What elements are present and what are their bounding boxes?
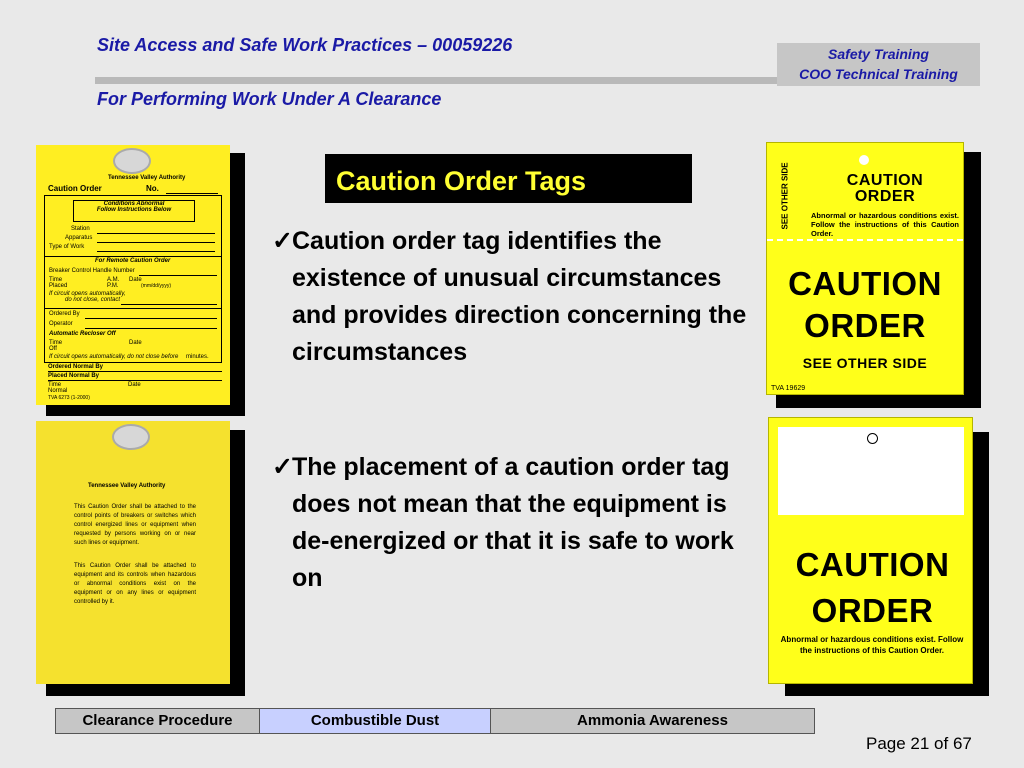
tag-back-authority: Tennessee Valley Authority bbox=[88, 483, 166, 489]
small-note: Abnormal or hazardous conditions exist. Follow the instructions of this Caution Order. bbox=[811, 211, 959, 238]
big-line2: ORDER bbox=[811, 592, 934, 629]
tag-caution-order-label: Caution Order bbox=[48, 184, 102, 193]
header-title: Site Access and Safe Work Practices – 00059226 bbox=[97, 35, 513, 55]
caution-order-tag-right-bottom bbox=[768, 417, 973, 684]
tag-ordered-normal: Ordered Normal By bbox=[48, 364, 104, 370]
tag-field-line bbox=[97, 251, 215, 252]
big-caution-order bbox=[771, 542, 974, 634]
tag-recloser-label: Automatic Recloser Off bbox=[49, 331, 116, 337]
tag-date-format: (mm/dd/yyyy) bbox=[141, 283, 171, 289]
tag-if-opens: If circuit opens automatically, bbox=[49, 291, 126, 297]
checkmark-icon: ✓ bbox=[272, 453, 293, 481]
tag-grommet-icon bbox=[113, 148, 151, 174]
tag-field-line bbox=[48, 380, 222, 381]
tag-conditions-line1: Conditions Abnormal bbox=[103, 201, 165, 207]
tag-back-paragraph2: This Caution Order shall be attached to equipment and its controls when hazardous or abnormal conditions exist on the equipment or on any lines or equipment controlled by it. bbox=[74, 563, 196, 605]
small-title bbox=[825, 173, 945, 205]
tag-form-number: TVA 6273 (1-2000) bbox=[48, 395, 90, 401]
header-badge bbox=[777, 43, 980, 86]
tag-time3-label: Time bbox=[48, 382, 62, 388]
tag-apparatus-label: Apparatus bbox=[65, 235, 93, 241]
big-line2: ORDER bbox=[804, 307, 926, 344]
tag-remote-heading: For Remote Caution Order bbox=[95, 258, 171, 264]
tag-placed-normal: Placed Normal By bbox=[48, 373, 100, 379]
tag-hole-icon bbox=[859, 155, 869, 165]
tag-ordered-by-label: Ordered By bbox=[49, 311, 80, 317]
tab-ammonia-awareness[interactable]: Ammonia Awareness bbox=[490, 708, 815, 734]
tag-field-line bbox=[48, 371, 222, 372]
tag-field-line bbox=[85, 318, 217, 319]
tag-field-line bbox=[139, 275, 217, 276]
see-other-side-vertical: SEE OTHER SIDE bbox=[780, 162, 790, 230]
tear-line bbox=[767, 239, 963, 241]
tab-clearance-procedure[interactable]: Clearance Procedure bbox=[55, 708, 260, 734]
tag-conditions-line2: Follow Instructions Below bbox=[96, 207, 172, 213]
caution-order-tag-right-top bbox=[766, 142, 964, 395]
tag-divider bbox=[45, 308, 221, 309]
caution-order-tag-back bbox=[36, 421, 230, 684]
tag-pm-label: P.M. bbox=[107, 283, 119, 289]
tag-time2-label: Time bbox=[49, 340, 63, 346]
tag-type-of-work-label: Type of Work bbox=[49, 244, 85, 250]
tag-field-line bbox=[85, 328, 217, 329]
slide-heading: Caution Order Tags bbox=[336, 166, 587, 196]
bullet-text: Caution order tag identifies the existence of unusual circumstances and provides direction concerning the circumstances bbox=[292, 227, 747, 366]
tag-number-label: No. bbox=[146, 184, 159, 193]
tag-number-line bbox=[166, 193, 218, 194]
tag-off-label: Off bbox=[49, 346, 57, 352]
tag-breaker-label: Breaker Control Handle Number bbox=[49, 268, 135, 274]
tag-blank-area bbox=[778, 427, 964, 515]
tag-date2-label: Date bbox=[129, 340, 142, 346]
tag-field-line bbox=[121, 304, 217, 305]
tag-operator-label: Operator bbox=[49, 321, 73, 327]
tag-do-not-close: do not close, contact bbox=[65, 297, 121, 303]
tag-hole-icon bbox=[867, 433, 878, 444]
bullet-text: The placement of a caution order tag does not mean that the equipment is de-energized or that it is safe to work on bbox=[292, 453, 734, 592]
tag-grommet-icon bbox=[112, 424, 150, 450]
tag-form-number: TVA 19629 bbox=[771, 385, 806, 392]
tag-time-label: Time bbox=[49, 277, 63, 283]
tag-conditions-box bbox=[73, 200, 195, 222]
tag-divider bbox=[45, 256, 221, 257]
tag-close-note: If circuit opens automatically, do not close before bbox=[49, 354, 179, 360]
see-other-side: SEE OTHER SIDE bbox=[802, 355, 928, 371]
small-title-line2: ORDER bbox=[854, 188, 916, 205]
tag-date3-label: Date bbox=[128, 382, 141, 388]
header-badge-line2: COO Technical Training bbox=[799, 66, 958, 82]
big-line1: CAUTION bbox=[795, 546, 950, 583]
page-number: Page 21 of 67 bbox=[866, 734, 972, 753]
side-text-wrap bbox=[777, 153, 791, 233]
header-subtitle: For Performing Work Under A Clearance bbox=[97, 89, 442, 109]
tag-am-label: A.M. bbox=[107, 277, 120, 283]
tag-minutes-label: minutes. bbox=[186, 354, 209, 360]
tag-field-line bbox=[97, 233, 215, 234]
tag-station-label: Station bbox=[71, 226, 90, 232]
tag-back-paragraph1: This Caution Order shall be attached to the control points of breakers or switches which control energized lines or equipment when requested by persons working on or near such lines or equipment. bbox=[74, 504, 196, 546]
tag-form-box bbox=[44, 195, 222, 363]
tag-date-label: Date bbox=[129, 277, 142, 283]
big-caution-order bbox=[767, 263, 963, 347]
header-badge-line1: Safety Training bbox=[828, 46, 929, 62]
tag-normal-label: Normal bbox=[48, 388, 68, 394]
tag-authority: Tennessee Valley Authority bbox=[108, 175, 186, 181]
tag-note: Abnormal or hazardous conditions exist. Follow the instructions of this Caution Order. bbox=[780, 635, 964, 655]
tag-placed-label: Placed bbox=[49, 283, 68, 289]
caution-order-tag-front bbox=[36, 145, 230, 405]
small-title-line1: CAUTION bbox=[846, 172, 924, 189]
tab-combustible-dust[interactable]: Combustible Dust bbox=[259, 708, 491, 734]
checkmark-icon: ✓ bbox=[272, 227, 293, 255]
big-line1: CAUTION bbox=[788, 265, 942, 302]
tag-field-line bbox=[97, 242, 215, 243]
